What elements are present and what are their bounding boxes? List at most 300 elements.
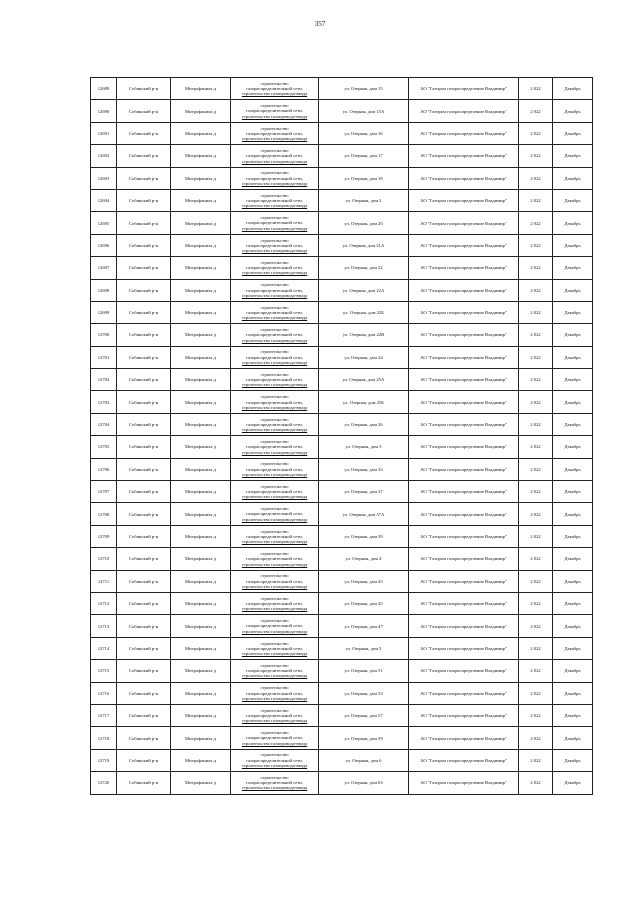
operator-cell: АО "Газпром газораспределение Владимир" xyxy=(409,727,519,749)
table-row xyxy=(91,436,593,458)
work-type-line: газораспределительной сети, xyxy=(246,578,303,584)
work-type-cell xyxy=(231,749,319,771)
work-type-line: газораспределительной сети, xyxy=(246,421,303,427)
work-type-line: строительство xyxy=(260,595,289,601)
row-id-cell: 12709 xyxy=(91,525,117,547)
year-cell: 2 022 xyxy=(519,391,553,413)
work-type-line: строительство газопровода-ввода xyxy=(241,651,308,657)
operator-cell: АО "Газпром газораспределение Владимир" xyxy=(409,570,519,592)
work-type-line: строительство xyxy=(260,550,289,556)
settlement-cell: Митрофаниха д xyxy=(171,592,231,614)
table-row xyxy=(91,324,593,346)
year-cell: 2 022 xyxy=(519,78,553,100)
year-cell: 2 022 xyxy=(519,301,553,323)
district-cell: Собинский р-н xyxy=(117,212,171,234)
work-type-line: строительство xyxy=(260,730,289,736)
operator-cell: АО "Газпром газораспределение Владимир" xyxy=(409,682,519,704)
row-id-cell: 12713 xyxy=(91,615,117,637)
operator-cell: АО "Газпром газораспределение Владимир" xyxy=(409,257,519,279)
work-type-line: строительство xyxy=(260,125,289,131)
month-cell: Декабрь xyxy=(553,212,593,234)
table-row xyxy=(91,637,593,659)
operator-cell: АО "Газпром газораспределение Владимир" xyxy=(409,167,519,189)
table-row xyxy=(91,592,593,614)
work-type-line: строительство xyxy=(260,439,289,445)
settlement-cell: Митрофаниха д xyxy=(171,727,231,749)
year-cell: 2 022 xyxy=(519,458,553,480)
settlement-cell: Митрофаниха д xyxy=(171,660,231,682)
work-type-line: строительство xyxy=(260,483,289,489)
address-cell: ул. Озерная, дом 20 xyxy=(319,212,409,234)
work-type-line: газораспределительной сети, xyxy=(246,533,303,539)
district-cell: Собинский р-н xyxy=(117,749,171,771)
year-cell: 2 022 xyxy=(519,503,553,525)
address-cell: ул. Озерная, дом 4 xyxy=(319,548,409,570)
year-cell: 2 022 xyxy=(519,637,553,659)
operator-cell: АО "Газпром газораспределение Владимир" xyxy=(409,615,519,637)
row-id-cell: 12711 xyxy=(91,570,117,592)
district-cell: Собинский р-н xyxy=(117,301,171,323)
work-type-line: строительство газопровода-ввода xyxy=(241,91,308,97)
work-type-line: строительство газопровода-ввода xyxy=(241,539,308,545)
month-cell: Декабрь xyxy=(553,234,593,256)
district-cell: Собинский р-н xyxy=(117,637,171,659)
district-cell: Собинский р-н xyxy=(117,436,171,458)
year-cell: 2 022 xyxy=(519,481,553,503)
table-row xyxy=(91,122,593,144)
year-cell: 2 022 xyxy=(519,548,553,570)
work-type-line: строительство xyxy=(260,461,289,467)
month-cell: Декабрь xyxy=(553,682,593,704)
settlement-cell: Митрофаниха д xyxy=(171,279,231,301)
address-cell: ул. Озерная, дом 43 xyxy=(319,570,409,592)
work-type-line: строительство xyxy=(260,215,289,221)
month-cell: Декабрь xyxy=(553,570,593,592)
operator-cell: АО "Газпром газораспределение Владимир" xyxy=(409,189,519,211)
year-cell: 2 022 xyxy=(519,660,553,682)
address-cell: ул. Озерная, дом 24 xyxy=(319,346,409,368)
address-cell: ул. Озерная, дом 37А xyxy=(319,503,409,525)
work-type-line: строительство газопровода-ввода xyxy=(241,360,308,366)
district-cell: Собинский р-н xyxy=(117,346,171,368)
work-type-line: газораспределительной сети, xyxy=(246,220,303,226)
operator-cell: АО "Газпром газораспределение Владимир" xyxy=(409,122,519,144)
operator-cell: АО "Газпром газораспределение Владимир" xyxy=(409,100,519,122)
work-type-line: строительство xyxy=(260,506,289,512)
operator-cell: АО "Газпром газораспределение Владимир" xyxy=(409,279,519,301)
settlement-cell: Митрофаниха д xyxy=(171,749,231,771)
work-type-cell xyxy=(231,122,319,144)
work-type-line: строительство газопровода-ввода xyxy=(241,763,308,769)
address-cell: ул. Озерная, дом 25А xyxy=(319,369,409,391)
district-cell: Собинский р-н xyxy=(117,78,171,100)
settlement-cell: Митрофаниха д xyxy=(171,413,231,435)
address-cell: ул. Озерная, дом 18 xyxy=(319,167,409,189)
work-type-line: строительство газопровода-ввода xyxy=(241,248,308,254)
row-id-cell: 12716 xyxy=(91,682,117,704)
row-id-cell: 12714 xyxy=(91,637,117,659)
work-type-line: строительство xyxy=(260,394,289,400)
address-cell: ул. Озерная, дом 57 xyxy=(319,704,409,726)
operator-cell: АО "Газпром газораспределение Владимир" xyxy=(409,704,519,726)
work-type-line: строительство xyxy=(260,573,289,579)
settlement-cell: Митрофаниха д xyxy=(171,704,231,726)
work-type-line: газораспределительной сети, xyxy=(246,242,303,248)
year-cell: 2 022 xyxy=(519,122,553,144)
row-id-cell: 12705 xyxy=(91,436,117,458)
row-id-cell: 12708 xyxy=(91,503,117,525)
year-cell: 2 022 xyxy=(519,749,553,771)
row-id-cell: 12720 xyxy=(91,772,117,794)
row-id-cell: 12691 xyxy=(91,122,117,144)
address-cell: ул. Озерная, дом 26 xyxy=(319,413,409,435)
address-cell: ул. Озерная, дом 37 xyxy=(319,481,409,503)
address-cell: ул. Озерная, дом 22Б xyxy=(319,301,409,323)
month-cell: Декабрь xyxy=(553,78,593,100)
row-id-cell: 12710 xyxy=(91,548,117,570)
row-id-cell: 12700 xyxy=(91,324,117,346)
table-row xyxy=(91,458,593,480)
operator-cell: АО "Газпром газораспределение Владимир" xyxy=(409,346,519,368)
year-cell: 2 022 xyxy=(519,772,553,794)
work-type-cell xyxy=(231,704,319,726)
row-id-cell: 12718 xyxy=(91,727,117,749)
work-type-cell xyxy=(231,592,319,614)
year-cell: 2 022 xyxy=(519,704,553,726)
month-cell: Декабрь xyxy=(553,548,593,570)
work-type-line: строительство газопровода-ввода xyxy=(241,270,308,276)
work-type-line: газораспределительной сети, xyxy=(246,309,303,315)
work-type-line: газораспределительной сети, xyxy=(246,601,303,607)
table-row xyxy=(91,78,593,100)
work-type-cell xyxy=(231,78,319,100)
work-type-line: газораспределительной сети, xyxy=(246,623,303,629)
work-type-line: строительство xyxy=(260,147,289,153)
address-cell: ул. Озерная, дом 21А xyxy=(319,234,409,256)
work-type-cell xyxy=(231,167,319,189)
table-row xyxy=(91,570,593,592)
work-type-line: строительство газопровода-ввода xyxy=(241,292,308,298)
settlement-cell: Митрофаниха д xyxy=(171,212,231,234)
district-cell: Собинский р-н xyxy=(117,413,171,435)
district-cell: Собинский р-н xyxy=(117,145,171,167)
operator-cell: АО "Газпром газораспределение Владимир" xyxy=(409,369,519,391)
year-cell: 2 022 xyxy=(519,570,553,592)
table-row xyxy=(91,100,593,122)
district-cell: Собинский р-н xyxy=(117,548,171,570)
table-row xyxy=(91,189,593,211)
table-row xyxy=(91,503,593,525)
row-id-cell: 12697 xyxy=(91,257,117,279)
settlement-cell: Митрофаниха д xyxy=(171,548,231,570)
year-cell: 2 022 xyxy=(519,525,553,547)
operator-cell: АО "Газпром газораспределение Владимир" xyxy=(409,301,519,323)
settlement-cell: Митрофаниха д xyxy=(171,369,231,391)
month-cell: Декабрь xyxy=(553,772,593,794)
work-type-line: газораспределительной сети, xyxy=(246,466,303,472)
work-type-line: газораспределительной сети, xyxy=(246,489,303,495)
settlement-cell: Митрофаниха д xyxy=(171,436,231,458)
table-row xyxy=(91,212,593,234)
row-id-cell: 12692 xyxy=(91,145,117,167)
work-type-line: строительство газопровода-ввода xyxy=(241,315,308,321)
month-cell: Декабрь xyxy=(553,279,593,301)
district-cell: Собинский р-н xyxy=(117,279,171,301)
address-cell: ул. Озерная, дом 22 xyxy=(319,257,409,279)
work-type-line: газораспределительной сети, xyxy=(246,198,303,203)
work-type-line: строительство xyxy=(260,103,289,109)
work-type-cell xyxy=(231,637,319,659)
year-cell: 2 022 xyxy=(519,257,553,279)
work-type-line: газораспределительной сети, xyxy=(246,757,303,763)
work-type-cell xyxy=(231,234,319,256)
settlement-cell: Митрофаниха д xyxy=(171,682,231,704)
month-cell: Декабрь xyxy=(553,346,593,368)
district-cell: Собинский р-н xyxy=(117,570,171,592)
settlement-cell: Митрофаниха д xyxy=(171,301,231,323)
table-row xyxy=(91,279,593,301)
month-cell: Декабрь xyxy=(553,391,593,413)
work-type-cell xyxy=(231,525,319,547)
address-cell: ул. Озерная, дом 59 xyxy=(319,727,409,749)
district-cell: Собинский р-н xyxy=(117,189,171,211)
work-type-line: газораспределительной сети, xyxy=(246,153,303,159)
work-type-line: газораспределительной сети, xyxy=(246,287,303,293)
settlement-cell: Митрофаниха д xyxy=(171,100,231,122)
work-type-cell xyxy=(231,682,319,704)
month-cell: Декабрь xyxy=(553,100,593,122)
work-type-line: строительство газопровода-ввода xyxy=(241,158,308,164)
operator-cell: АО "Газпром газораспределение Владимир" xyxy=(409,436,519,458)
row-id-cell: 12701 xyxy=(91,346,117,368)
work-type-line: строительство xyxy=(260,528,289,534)
operator-cell: АО "Газпром газораспределение Владимир" xyxy=(409,391,519,413)
table-row xyxy=(91,615,593,637)
month-cell: Декабрь xyxy=(553,413,593,435)
operator-cell: АО "Газпром газораспределение Владимир" xyxy=(409,78,519,100)
settlement-cell: Митрофаниха д xyxy=(171,481,231,503)
work-type-line: строительство xyxy=(260,707,289,713)
address-cell: ул. Озерная, дом 33 xyxy=(319,458,409,480)
work-type-line: строительство xyxy=(260,327,289,333)
operator-cell: АО "Газпром газораспределение Владимир" xyxy=(409,525,519,547)
work-type-line: строительство газопровода-ввода xyxy=(241,740,308,746)
work-type-line: газораспределительной сети, xyxy=(246,377,303,383)
settlement-cell: Митрофаниха д xyxy=(171,324,231,346)
row-id-cell: 12689 xyxy=(91,78,117,100)
work-type-line: строительство xyxy=(260,416,289,422)
settlement-cell: Митрофаниха д xyxy=(171,503,231,525)
row-id-cell: 12690 xyxy=(91,100,117,122)
operator-cell: АО "Газпром газораспределение Владимир" xyxy=(409,660,519,682)
work-type-cell xyxy=(231,458,319,480)
address-cell: ул. Озерная, дом 5 xyxy=(319,637,409,659)
work-type-line: строительство газопровода-ввода xyxy=(241,695,308,701)
month-cell: Декабрь xyxy=(553,592,593,614)
page-number: 357 xyxy=(314,20,326,28)
work-type-line: строительство xyxy=(260,662,289,668)
work-type-cell xyxy=(231,436,319,458)
month-cell: Декабрь xyxy=(553,436,593,458)
table-row xyxy=(91,391,593,413)
work-type-line: строительство xyxy=(260,618,289,624)
work-type-line: строительство газопровода-ввода xyxy=(241,494,308,500)
operator-cell: АО "Газпром газораспределение Владимир" xyxy=(409,212,519,234)
table-row xyxy=(91,548,593,570)
address-cell: ул. Озерная, дом 39 xyxy=(319,525,409,547)
row-id-cell: 12694 xyxy=(91,189,117,211)
work-type-line: газораспределительной сети, xyxy=(246,556,303,562)
work-type-line: строительство газопровода-ввода xyxy=(241,606,308,612)
work-type-line: строительство xyxy=(260,237,289,243)
work-type-line: строительство газопровода-ввода xyxy=(241,785,308,791)
work-type-line: газораспределительной сети, xyxy=(246,86,303,92)
settlement-cell: Митрофаниха д xyxy=(171,458,231,480)
work-type-line: строительство газопровода-ввода xyxy=(241,628,308,634)
work-type-cell xyxy=(231,615,319,637)
work-type-line: газораспределительной сети, xyxy=(246,780,303,786)
district-cell: Собинский р-н xyxy=(117,525,171,547)
work-type-line: строительство xyxy=(260,349,289,355)
table-row xyxy=(91,727,593,749)
row-id-cell: 12698 xyxy=(91,279,117,301)
table-row xyxy=(91,301,593,323)
district-cell: Собинский р-н xyxy=(117,391,171,413)
work-type-line: строительство xyxy=(260,282,289,288)
row-id-cell: 12699 xyxy=(91,301,117,323)
month-cell: Декабрь xyxy=(553,145,593,167)
settlement-cell: Митрофаниха д xyxy=(171,615,231,637)
month-cell: Декабрь xyxy=(553,369,593,391)
address-cell: ул. Озерная, дом 3 xyxy=(319,436,409,458)
work-type-line: газораспределительной сети, xyxy=(246,511,303,517)
address-cell: ул. Озерная, дом 25Б xyxy=(319,391,409,413)
district-cell: Собинский р-н xyxy=(117,167,171,189)
year-cell: 2 022 xyxy=(519,682,553,704)
district-cell: Собинский р-н xyxy=(117,503,171,525)
district-cell: Собинский р-н xyxy=(117,704,171,726)
settlement-cell: Митрофаниха д xyxy=(171,525,231,547)
work-type-line: строительство газопровода-ввода xyxy=(241,583,308,589)
work-type-cell xyxy=(231,413,319,435)
work-type-line: строительство xyxy=(260,752,289,758)
work-type-line: газораспределительной сети, xyxy=(246,399,303,405)
table-row xyxy=(91,749,593,771)
operator-cell: АО "Газпром газораспределение Владимир" xyxy=(409,234,519,256)
work-type-cell xyxy=(231,100,319,122)
year-cell: 2 022 xyxy=(519,369,553,391)
settlement-cell: Митрофаниха д xyxy=(171,257,231,279)
work-type-line: газораспределительной сети, xyxy=(246,645,303,651)
work-type-line: газораспределительной сети, xyxy=(246,354,303,360)
district-cell: Собинский р-н xyxy=(117,234,171,256)
address-cell: ул. Озерная, дом 15А xyxy=(319,100,409,122)
district-cell: Собинский р-н xyxy=(117,369,171,391)
row-id-cell: 12693 xyxy=(91,167,117,189)
table-row xyxy=(91,682,593,704)
work-type-cell xyxy=(231,503,319,525)
work-type-cell xyxy=(231,279,319,301)
address-cell: ул. Озерная, дом 47 xyxy=(319,615,409,637)
work-type-line: газораспределительной сети, xyxy=(246,265,303,271)
month-cell: Декабрь xyxy=(553,525,593,547)
month-cell: Декабрь xyxy=(553,167,593,189)
month-cell: Декабрь xyxy=(553,637,593,659)
work-type-line: газораспределительной сети, xyxy=(246,175,303,181)
address-cell: ул. Озерная, дом 6 xyxy=(319,749,409,771)
work-type-cell xyxy=(231,548,319,570)
month-cell: Декабрь xyxy=(553,749,593,771)
work-type-line: строительство газопровода-ввода xyxy=(241,136,308,142)
operator-cell: АО "Газпром газораспределение Владимир" xyxy=(409,592,519,614)
year-cell: 2 022 xyxy=(519,615,553,637)
work-type-line: строительство xyxy=(260,640,289,646)
work-type-line: строительство газопровода-ввода xyxy=(241,113,308,119)
district-cell: Собинский р-н xyxy=(117,257,171,279)
year-cell: 2 022 xyxy=(519,727,553,749)
row-id-cell: 12706 xyxy=(91,458,117,480)
work-type-line: газораспределительной сети, xyxy=(246,444,303,450)
table-row xyxy=(91,346,593,368)
year-cell: 2 022 xyxy=(519,189,553,211)
work-type-line: строительство xyxy=(260,80,289,86)
month-cell: Декабрь xyxy=(553,481,593,503)
operator-cell: АО "Газпром газораспределение Владимир" xyxy=(409,324,519,346)
work-type-cell xyxy=(231,369,319,391)
operator-cell: АО "Газпром газораспределение Владимир" xyxy=(409,772,519,794)
address-cell: ул. Озерная, дом 16 xyxy=(319,122,409,144)
settlement-cell: Митрофаниха д xyxy=(171,637,231,659)
table-row xyxy=(91,145,593,167)
row-id-cell: 12719 xyxy=(91,749,117,771)
operator-cell: АО "Газпром газораспределение Владимир" xyxy=(409,548,519,570)
work-type-line: строительство газопровода-ввода xyxy=(241,203,308,209)
row-id-cell: 12703 xyxy=(91,391,117,413)
year-cell: 2 022 xyxy=(519,324,553,346)
row-id-cell: 12704 xyxy=(91,413,117,435)
table-row xyxy=(91,257,593,279)
work-type-line: газораспределительной сети, xyxy=(246,332,303,338)
table-row xyxy=(91,525,593,547)
table-row xyxy=(91,772,593,794)
district-cell: Собинский р-н xyxy=(117,100,171,122)
district-cell: Собинский р-н xyxy=(117,324,171,346)
month-cell: Декабрь xyxy=(553,301,593,323)
district-cell: Собинский р-н xyxy=(117,458,171,480)
work-type-line: строительство газопровода-ввода xyxy=(241,449,308,455)
table-row xyxy=(91,413,593,435)
work-type-line: строительство xyxy=(260,304,289,310)
work-type-line: газораспределительной сети, xyxy=(246,712,303,718)
row-id-cell: 12717 xyxy=(91,704,117,726)
row-id-cell: 12696 xyxy=(91,234,117,256)
work-type-line: газораспределительной сети, xyxy=(246,108,303,114)
year-cell: 2 022 xyxy=(519,346,553,368)
district-cell: Собинский р-н xyxy=(117,727,171,749)
settlement-cell: Митрофаниха д xyxy=(171,189,231,211)
month-cell: Декабрь xyxy=(553,324,593,346)
district-cell: Собинский р-н xyxy=(117,682,171,704)
work-type-line: строительство xyxy=(260,192,289,198)
address-cell: ул. Озерная, дом 22В xyxy=(319,324,409,346)
work-type-cell xyxy=(231,189,319,211)
row-id-cell: 12695 xyxy=(91,212,117,234)
work-type-line: строительство xyxy=(260,170,289,176)
district-cell: Собинский р-н xyxy=(117,481,171,503)
work-type-cell xyxy=(231,145,319,167)
table-row xyxy=(91,167,593,189)
work-type-line: строительство xyxy=(260,685,289,691)
